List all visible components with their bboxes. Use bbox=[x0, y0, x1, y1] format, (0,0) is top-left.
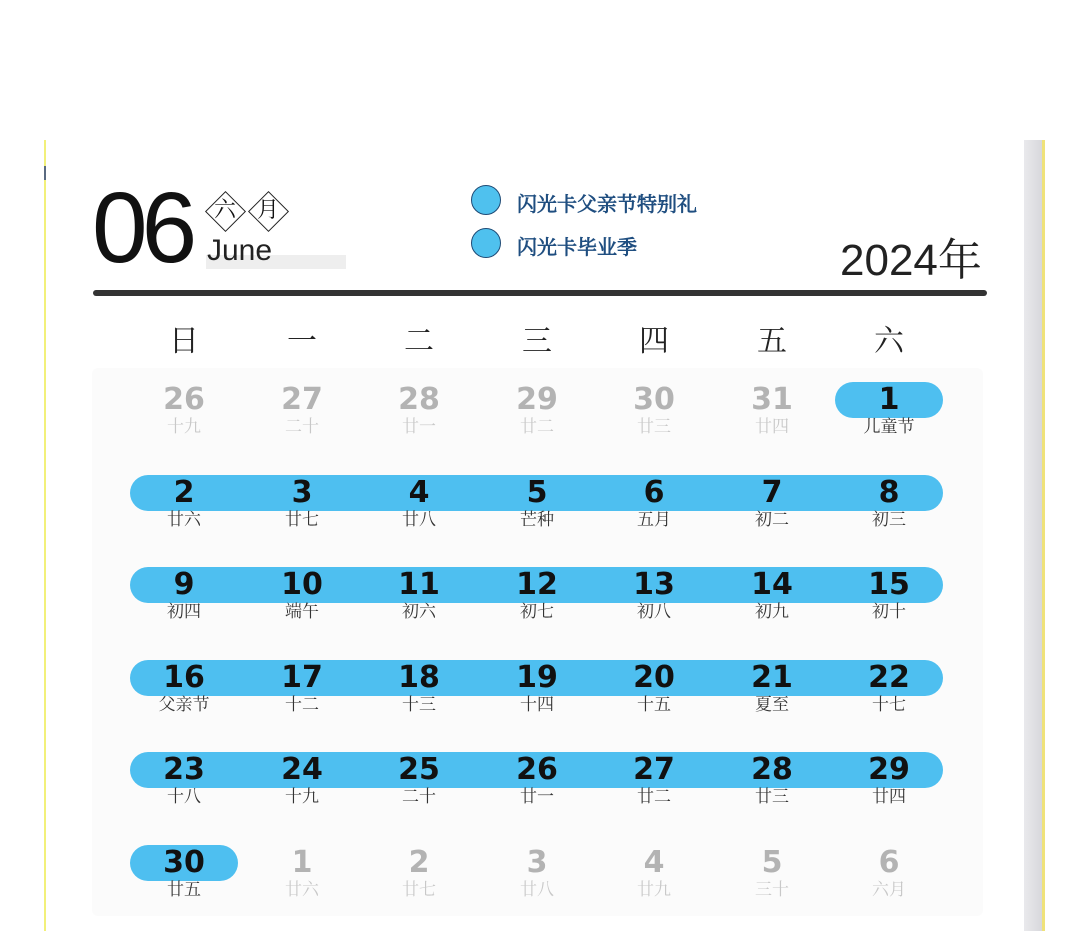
lunar-date: 二十 bbox=[285, 417, 319, 437]
day-cell[interactable] bbox=[487, 475, 587, 533]
weekday-label: 二 bbox=[404, 324, 434, 359]
day-number: 17 bbox=[281, 660, 323, 695]
day-cell-other-month[interactable] bbox=[369, 382, 469, 440]
day-cell[interactable] bbox=[134, 845, 234, 903]
weekday-label: 日 bbox=[169, 324, 199, 359]
day-number: 1 bbox=[291, 845, 313, 880]
lunar-date: 廿八 bbox=[520, 880, 554, 900]
day-number: 24 bbox=[281, 752, 323, 787]
day-cell[interactable] bbox=[722, 567, 822, 625]
day-number: 20 bbox=[633, 660, 675, 695]
lunar-date: 十三 bbox=[402, 695, 436, 715]
month-chinese-char: 月 bbox=[256, 198, 279, 223]
lunar-date: 廿四 bbox=[872, 787, 906, 807]
day-number: 4 bbox=[643, 845, 665, 880]
day-number: 8 bbox=[878, 475, 900, 510]
lunar-date: 夏至 bbox=[755, 695, 789, 715]
day-cell-other-month[interactable] bbox=[604, 845, 704, 903]
day-number: 29 bbox=[516, 382, 558, 417]
lunar-date: 十四 bbox=[520, 695, 554, 715]
day-cell[interactable] bbox=[134, 752, 234, 810]
day-number: 3 bbox=[291, 475, 313, 510]
day-number: 25 bbox=[398, 752, 440, 787]
day-cell-other-month[interactable] bbox=[604, 382, 704, 440]
lunar-date: 廿一 bbox=[402, 417, 436, 437]
day-cell-other-month[interactable] bbox=[722, 845, 822, 903]
lunar-date: 初九 bbox=[755, 602, 789, 622]
day-cell[interactable] bbox=[839, 567, 939, 625]
day-number: 27 bbox=[281, 382, 323, 417]
weekday-label: 五 bbox=[757, 324, 787, 359]
day-number: 3 bbox=[526, 845, 548, 880]
day-number: 19 bbox=[516, 660, 558, 695]
lunar-date: 廿二 bbox=[520, 417, 554, 437]
lunar-date: 十五 bbox=[637, 695, 671, 715]
day-cell-other-month[interactable] bbox=[839, 845, 939, 903]
weekday-label: 四 bbox=[639, 324, 669, 359]
day-number: 2 bbox=[173, 475, 195, 510]
day-cell-other-month[interactable] bbox=[369, 845, 469, 903]
day-cell[interactable] bbox=[604, 752, 704, 810]
day-cell[interactable] bbox=[134, 567, 234, 625]
weekday-label: 六 bbox=[874, 324, 904, 359]
lunar-date: 初二 bbox=[755, 510, 789, 530]
day-cell[interactable] bbox=[839, 660, 939, 718]
lunar-date: 廿三 bbox=[755, 787, 789, 807]
day-cell-other-month[interactable] bbox=[134, 382, 234, 440]
day-cell[interactable] bbox=[604, 660, 704, 718]
year-label: 2024年 bbox=[840, 236, 982, 285]
header-divider bbox=[93, 290, 987, 296]
day-number: 22 bbox=[868, 660, 910, 695]
lunar-date: 廿七 bbox=[285, 510, 319, 530]
day-cell[interactable] bbox=[722, 475, 822, 533]
day-cell-other-month[interactable] bbox=[487, 845, 587, 903]
lunar-date: 初四 bbox=[167, 602, 201, 622]
legend-dot-icon bbox=[471, 185, 501, 215]
day-number: 31 bbox=[751, 382, 793, 417]
day-cell[interactable] bbox=[839, 382, 939, 440]
day-cell[interactable] bbox=[604, 567, 704, 625]
day-cell[interactable] bbox=[252, 567, 352, 625]
day-number: 10 bbox=[281, 567, 323, 602]
month-number: 06 bbox=[92, 172, 192, 284]
day-cell[interactable] bbox=[722, 752, 822, 810]
page-edge-decoration bbox=[1024, 140, 1042, 931]
day-number: 14 bbox=[751, 567, 793, 602]
day-number: 6 bbox=[643, 475, 665, 510]
lunar-date: 十九 bbox=[285, 787, 319, 807]
month-chinese-badge-2 bbox=[248, 191, 288, 231]
day-cell[interactable] bbox=[369, 752, 469, 810]
day-number: 26 bbox=[163, 382, 205, 417]
lunar-date: 初七 bbox=[520, 602, 554, 622]
day-cell[interactable] bbox=[722, 660, 822, 718]
month-english: June bbox=[207, 234, 273, 267]
legend-label: 闪光卡毕业季 bbox=[517, 235, 637, 259]
lunar-date: 初十 bbox=[872, 602, 906, 622]
legend-label: 闪光卡父亲节特别礼 bbox=[517, 192, 697, 216]
lunar-date: 廿八 bbox=[402, 510, 436, 530]
day-number: 15 bbox=[868, 567, 910, 602]
day-cell-other-month[interactable] bbox=[722, 382, 822, 440]
day-cell[interactable] bbox=[252, 752, 352, 810]
lunar-date: 初三 bbox=[872, 510, 906, 530]
lunar-date: 端午 bbox=[285, 602, 319, 622]
lunar-date: 廿六 bbox=[285, 880, 319, 900]
lunar-date: 六月 bbox=[872, 880, 906, 900]
day-number: 11 bbox=[398, 567, 440, 602]
day-cell-other-month[interactable] bbox=[487, 382, 587, 440]
day-number: 18 bbox=[398, 660, 440, 695]
day-number: 27 bbox=[633, 752, 675, 787]
lunar-date: 五月 bbox=[637, 510, 671, 530]
day-cell[interactable] bbox=[839, 475, 939, 533]
day-number: 2 bbox=[408, 845, 430, 880]
day-cell[interactable] bbox=[252, 660, 352, 718]
day-number: 7 bbox=[761, 475, 783, 510]
day-number: 26 bbox=[516, 752, 558, 787]
lunar-date: 初八 bbox=[637, 602, 671, 622]
day-cell[interactable] bbox=[134, 660, 234, 718]
lunar-date: 廿六 bbox=[167, 510, 201, 530]
day-number: 6 bbox=[878, 845, 900, 880]
day-number: 12 bbox=[516, 567, 558, 602]
lunar-date: 十七 bbox=[872, 695, 906, 715]
day-number: 5 bbox=[526, 475, 548, 510]
day-number: 30 bbox=[163, 845, 205, 880]
legend-dot-icon bbox=[471, 228, 501, 258]
day-number: 1 bbox=[878, 382, 900, 417]
day-cell[interactable] bbox=[252, 475, 352, 533]
lunar-date: 廿四 bbox=[755, 417, 789, 437]
day-cell[interactable] bbox=[487, 567, 587, 625]
day-cell[interactable] bbox=[369, 567, 469, 625]
day-number: 28 bbox=[398, 382, 440, 417]
lunar-date: 廿七 bbox=[402, 880, 436, 900]
day-cell[interactable] bbox=[839, 752, 939, 810]
lunar-date: 廿九 bbox=[637, 880, 671, 900]
day-cell-other-month[interactable] bbox=[252, 382, 352, 440]
page-edge-accent bbox=[1042, 140, 1045, 931]
lunar-date: 儿童节 bbox=[863, 417, 915, 437]
day-cell[interactable] bbox=[369, 660, 469, 718]
day-cell[interactable] bbox=[604, 475, 704, 533]
lunar-date: 十九 bbox=[167, 417, 201, 437]
lunar-date: 十二 bbox=[285, 695, 319, 715]
lunar-date: 廿五 bbox=[167, 880, 201, 900]
weekday-label: 三 bbox=[522, 324, 552, 359]
lunar-date: 二十 bbox=[402, 787, 436, 807]
day-cell[interactable] bbox=[487, 660, 587, 718]
day-number: 9 bbox=[173, 567, 195, 602]
calendar-grid bbox=[92, 368, 983, 916]
lunar-date: 廿三 bbox=[637, 417, 671, 437]
month-chinese-char: 六 bbox=[213, 198, 236, 223]
day-number: 23 bbox=[163, 752, 205, 787]
day-number: 5 bbox=[761, 845, 783, 880]
day-cell[interactable] bbox=[369, 475, 469, 533]
lunar-date: 十八 bbox=[167, 787, 201, 807]
lunar-date: 父亲节 bbox=[158, 695, 210, 715]
day-number: 30 bbox=[633, 382, 675, 417]
day-number: 13 bbox=[633, 567, 675, 602]
day-number: 29 bbox=[868, 752, 910, 787]
lunar-date: 三十 bbox=[755, 880, 789, 900]
lunar-date: 芒种 bbox=[520, 510, 554, 530]
lunar-date: 初六 bbox=[402, 602, 436, 622]
day-number: 21 bbox=[751, 660, 793, 695]
day-cell-other-month[interactable] bbox=[252, 845, 352, 903]
weekday-label: 一 bbox=[287, 324, 317, 359]
month-chinese-badge-1 bbox=[205, 191, 245, 231]
lunar-date: 廿二 bbox=[637, 787, 671, 807]
day-cell[interactable] bbox=[134, 475, 234, 533]
lunar-date: 廿一 bbox=[520, 787, 554, 807]
day-number: 4 bbox=[408, 475, 430, 510]
day-number: 28 bbox=[751, 752, 793, 787]
day-number: 16 bbox=[163, 660, 205, 695]
day-cell[interactable] bbox=[487, 752, 587, 810]
